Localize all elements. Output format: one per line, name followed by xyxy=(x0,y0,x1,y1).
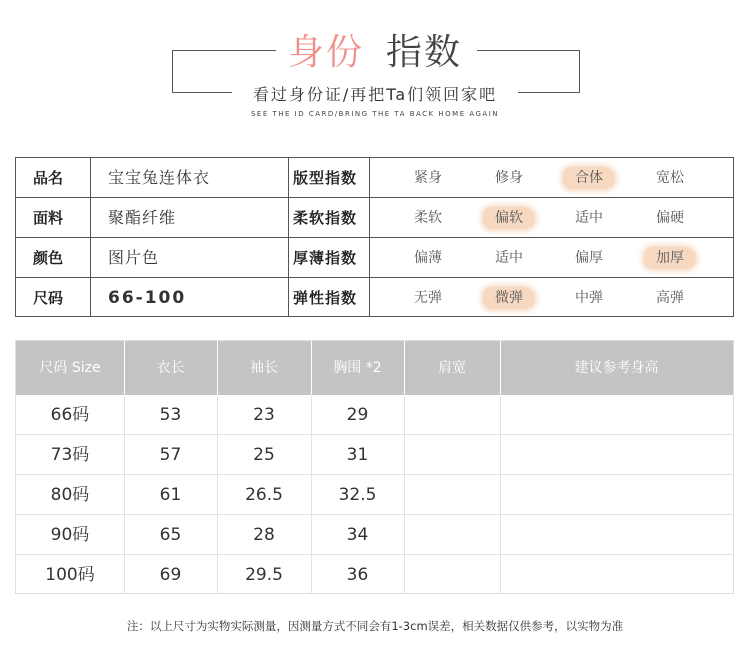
row-length-cell: 57 xyxy=(159,445,182,465)
header-sleeve: 袖长 xyxy=(250,360,278,376)
header xyxy=(0,0,750,130)
frame-top-left-line xyxy=(172,50,276,51)
measurement-note: 注：以上尺寸为实物实际测量，因测量方式不同会有1-3cm误差，相关数据仅供参考，以实物为准 xyxy=(126,619,624,633)
elasticity-option: 无弹 xyxy=(414,290,442,306)
row-length-cell: 61 xyxy=(159,485,182,505)
row-length-cell: 65 xyxy=(159,525,182,545)
elasticity-option: 中弹 xyxy=(575,290,603,306)
info-label-name: 品名 xyxy=(33,169,64,187)
info-label-color: 颜色 xyxy=(33,249,64,267)
fit-option: 紧身 xyxy=(414,170,442,186)
row-length-cell: 69 xyxy=(159,565,182,585)
frame-top-right-line xyxy=(477,50,580,51)
row-size-cell: 90码 xyxy=(50,525,90,545)
softness-option: 适中 xyxy=(575,210,603,226)
row-chest-cell: 31 xyxy=(346,445,369,465)
row-shoulder-cell xyxy=(404,555,500,595)
info-value-size: 66-100 xyxy=(108,288,187,308)
row-chest-cell: 36 xyxy=(346,565,369,585)
row-height-cell xyxy=(500,475,733,515)
header-height: 建议参考身高 xyxy=(574,360,659,376)
row-height-cell xyxy=(500,395,733,435)
divider xyxy=(217,341,218,395)
row-sleeve-cell: 23 xyxy=(253,405,275,425)
row-size-cell: 73码 xyxy=(50,445,90,465)
thickness-option: 偏薄 xyxy=(414,250,442,266)
thickness-option: 适中 xyxy=(495,250,523,266)
title-part-2: 指数 xyxy=(386,32,463,73)
row-shoulder-cell xyxy=(404,475,500,515)
softness-option-selected: 偏软 xyxy=(469,198,549,238)
row-size-cell: 66码 xyxy=(50,405,90,425)
row-chest-cell: 32.5 xyxy=(338,485,377,505)
row-sleeve-cell: 29.5 xyxy=(245,565,283,585)
row-height-cell xyxy=(500,435,733,475)
divider xyxy=(311,341,312,395)
elasticity-option: 高弹 xyxy=(656,290,684,306)
info-value-name: 宝宝兔连体衣 xyxy=(108,168,211,187)
row-chest-cell: 34 xyxy=(346,525,369,545)
header-size: 尺码 Size xyxy=(39,360,101,376)
row-height-cell xyxy=(500,515,733,555)
title-part-1: 身份 xyxy=(287,32,364,73)
row-sleeve-cell: 28 xyxy=(253,525,275,545)
row-shoulder-cell xyxy=(404,395,500,435)
index-label-fit: 版型指数 xyxy=(293,169,358,187)
subtitle: 看过身份证/再把Ta们领回家吧 xyxy=(252,85,498,104)
index-label-elasticity: 弹性指数 xyxy=(293,289,358,307)
size-chart-table xyxy=(15,340,734,594)
elasticity-option-selected: 微弹 xyxy=(469,278,549,318)
row-sleeve-cell: 26.5 xyxy=(245,485,283,505)
index-label-thickness: 厚薄指数 xyxy=(293,249,358,267)
header-chest: 胸围 *2 xyxy=(333,360,382,376)
row-chest-cell: 29 xyxy=(346,405,369,425)
subtitle-english: SEE THE ID CARD/BRING THE TA BACK HOME AGAIN xyxy=(250,110,500,118)
divider xyxy=(124,341,125,395)
row-shoulder-cell xyxy=(404,515,500,555)
page-title xyxy=(0,24,750,75)
softness-option: 偏硬 xyxy=(656,210,684,226)
divider xyxy=(404,341,405,395)
header-length: 衣长 xyxy=(156,360,185,376)
fit-option: 宽松 xyxy=(656,170,684,186)
product-info-table xyxy=(15,157,734,317)
index-label-softness: 柔软指数 xyxy=(293,209,358,227)
row-sleeve-cell: 25 xyxy=(253,445,275,465)
thickness-option: 偏厚 xyxy=(575,250,603,266)
fit-option: 修身 xyxy=(495,170,523,186)
divider xyxy=(500,341,501,395)
row-shoulder-cell xyxy=(404,435,500,475)
info-label-size: 尺码 xyxy=(33,289,64,307)
header-shoulder: 肩宽 xyxy=(438,360,466,376)
info-value-fabric: 聚酯纤维 xyxy=(108,208,177,227)
info-value-color: 图片色 xyxy=(108,248,160,267)
softness-option: 柔软 xyxy=(414,210,442,226)
fit-option-selected: 合体 xyxy=(549,158,629,198)
row-size-cell: 80码 xyxy=(50,485,90,505)
thickness-option-selected: 加厚 xyxy=(630,238,710,278)
info-label-fabric: 面料 xyxy=(33,209,64,227)
row-height-cell xyxy=(500,555,733,595)
row-length-cell: 53 xyxy=(159,405,182,425)
row-size-cell: 100码 xyxy=(45,565,95,585)
